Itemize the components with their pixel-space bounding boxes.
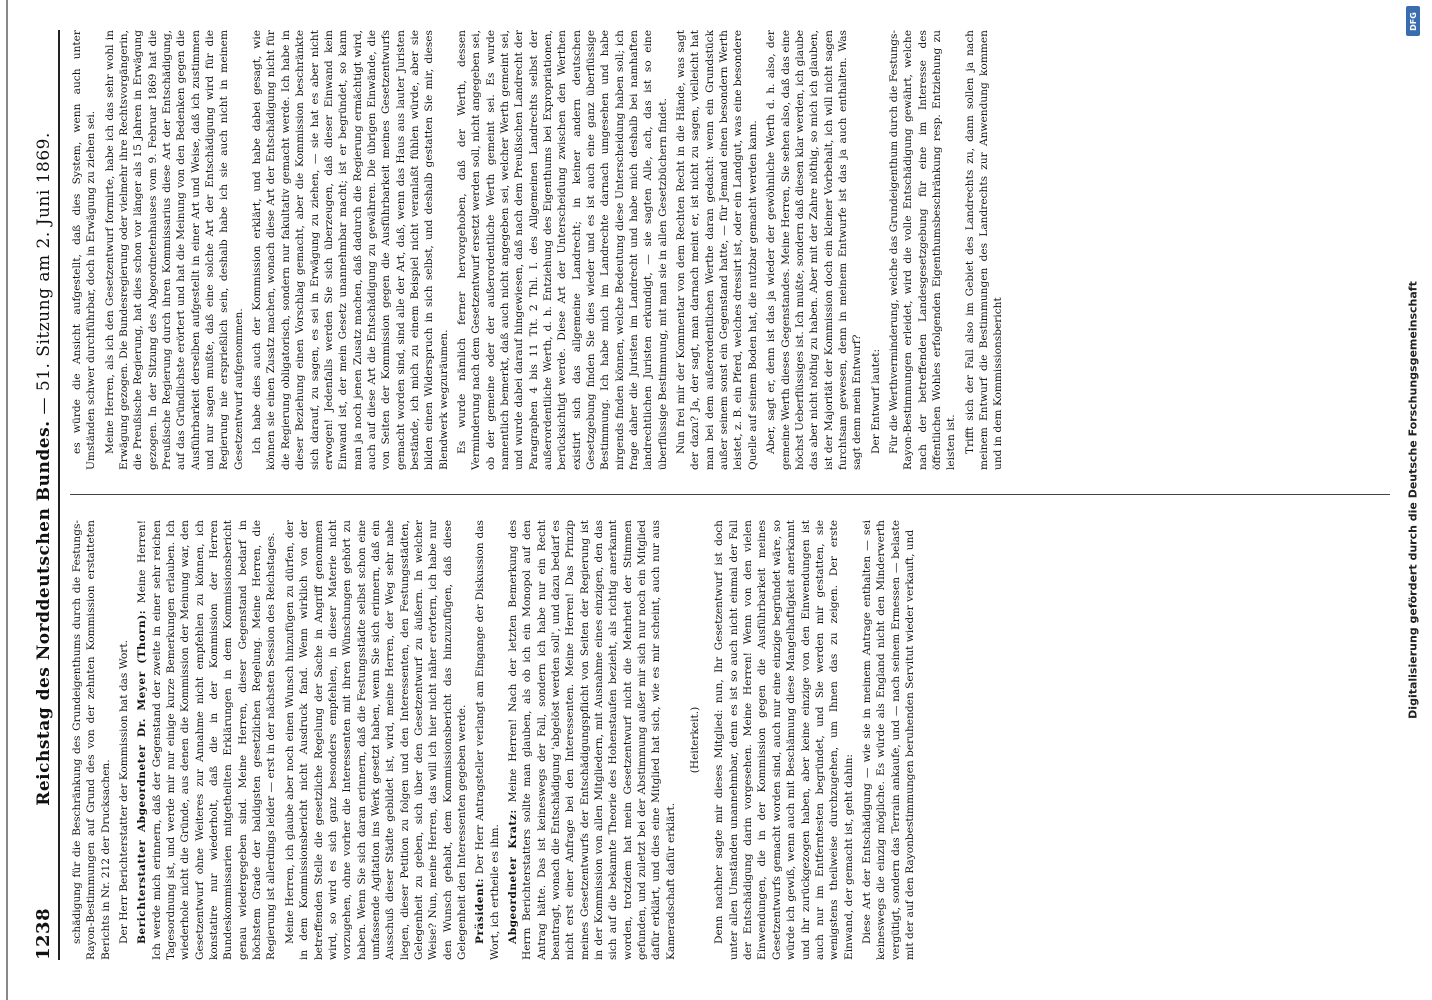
dfg-logo bbox=[1406, 6, 1420, 36]
text-paragraph: Trifft sich der Fall also im Gebiet des Landrechts zu, dann sollen ja nach meinem Entwurf die Bestimmungen des Landrechts zur Anwendung kommen und in dem Kommissionsbericht bbox=[963, 30, 1005, 470]
text-paragraph: Meine Herren, als ich den Gesetzentwurf formirte, habe ich das sehr wohl in Erwägung gezogen. Die Bundesregierung oder vielmehr ihre Rechtsvorgängerin, die Preußische Regierung, hat dies schon vor länger als 15 Jahren in Erwägung gezogen. In der Sitzung des Abgeordnetenhauses vom 9. Februar 1869 hat die Preußische Regierung durch ihren Kommissarius diese Art der Entschädigung, auf das Gründlichste erörtert und hat die Meinung von den Bedenken gegen die Ausführbarkeit derselben aufgestellt in einer Art und Weise, daß ich zustimmen und nur sagen mußte, daß eine solche Art der Entschädigung wird für die Regierung nie ersprießlich sein, deshalb habe ich sie auch nicht in meinem Gesetzentwurf aufgenommen. bbox=[103, 30, 245, 470]
speaker-name: Berichterstatter Abgeordneter Dr. Meyer (Thorn): bbox=[136, 609, 149, 944]
digitization-sidebar bbox=[1400, 0, 1426, 1000]
digitization-credit: Digitalisierung gefördert durch die Deutsche Forschungsgemeinschaft bbox=[1406, 281, 1420, 719]
text-paragraph: Der Herr Berichterstatter der Kommission hat das Wort. bbox=[118, 640, 131, 944]
text-paragraph: Es wurde nämlich ferner hervorgehoben, daß der Werth, dessen Verminderung nach dem Gesetzentwurf ersetzt werden soll, nicht angegeben sei, ob der gemeine oder der außerordentliche Werth gemeint sei. Es wurde namentlich bemerkt, daß auch nicht angegeben sei, welcher Werth gemeint sei, und wurde dabei darauf hingewiesen, daß nach dem Preußischen Landrecht der Paragraphen 4 bis 11 Tit. 2 Thl. I. des Allgemeinen Landrechts selbst der außerordentliche Werth, d. h. Entziehung des Eigenthums bei Expropriationen, berücksichtigt werde. Diese Art der Unterscheidung zwischen den Werthen existirt sich das allgemeine Landrecht; in keiner andern deutschen Gesetzgebung finden Sie dies wieder und es ist auch eine ganz überflüssige Bestimmung. Ich habe mich im Landrechte darnach umgesehen und habe nirgends finden können, welche Bedeutung diese Unterscheidung haben soll; ich frage daher die Juristen im Landrecht und habe mich deshalb bei namhaften landrechtlichen Juristen erkundigt, — sie sagten Alle, ach, das ist so eine überflüssige Bestimmung, mit man sie in allen Gesetzbüchern findet. bbox=[455, 30, 669, 470]
speech-paragraph bbox=[473, 520, 502, 960]
speech-paragraph bbox=[506, 520, 678, 960]
interjection bbox=[688, 520, 702, 960]
page-title bbox=[34, 30, 54, 908]
text-paragraph: Ich habe dies auch der Kommission erklärt, und habe dabei gesagt, wie können sie einen Zusatz machen, wonach diese Art der Entschädigung nicht für die Regierung obligatorisch, sondern nur fakultativ gemacht werde. Ich habe in dieser Beziehung einen Vorschlag gemacht, aber die Kommission beschränkte sich darauf, zu sagen, es sei in Erwägung zu ziehen, — sie hat es aber nicht erwogen! Jedenfalls werden Sie sich überzeugen, daß dieser Einwand kein Einwand ist, der mein Gesetz unannehmbar macht; ist er begründet, so kann man ja noch jenen Zusatz machen, daß dadurch die Regierung ermächtigt wird, auch auf diese Art die Entschädigung zu gewähren. Die übrigen Einwände, die von Seiten der Kommission gegen die Ausführbarkeit meines Gesetzentwurfs gemacht worden sind, sind alle der Art, daß, wenn das Haus aus lauter Juristen bestände, ich mich zu einem Beispiel nicht veranlaßt fühlen würde, aber sie bilden einen Widerspruch in sich selbst, und deshalb gestatten Sie mir, dieses Blendwerk wegzuräumen. bbox=[251, 30, 450, 470]
page-number: 1238 bbox=[33, 907, 54, 960]
right-column bbox=[70, 30, 1400, 470]
speech-text: Meine Herren! Ich werde mich erinnern, daß der Gegenstand der zweite in einer sehr reichen Tagesordnung ist, und werde mir nur einige kurze Bemerkungen erlauben. Ich wiederhole nicht die Gründe, aus denen die Kommission der Meinung war, den Gesetzentwurf ohne Weiteres zur Annahme nicht empfehlen zu können, ich konstatire nur wiederholt, daß die in der Kommission der Herren Bundeskommissarien mitgetheilten Erklärungen in dem Kommissionsbericht genau wiedergegeben sind. Meine Herren, dieser Gegenstand bedarf in höchstem Grade der baldigsten gesetzlichen Regelung. Meine Herren, die Regierung ist allerdings leider — erst in der nächsten Session des Reichstages. bbox=[136, 520, 278, 960]
speaker-name: Präsident: bbox=[474, 877, 487, 944]
title-right: — 51. Sitzung am 2. Juni 1869. bbox=[34, 132, 54, 415]
text-paragraph: schädigung für die Beschränkung des Grundeigenthums durch die Festungs-Rayon-Bestimmungen auf Grund des von der zehnten Kommission erstatteten Berichts in Nr. 212 der Drucksachen. bbox=[71, 520, 112, 960]
text-paragraph: Diese Art der Entschädigung — wie sie in meinem Antrage enthalten — sei keineswegs die einzig mögliche. Es würde als England nicht den Minderwerth vergütigt, sondern das Terrain ankaufe, und — nach seinem Ermessen — belaste mit der auf den Rayonbestimmungen beruhenden Servitut wieder verkauft, und bbox=[860, 520, 916, 960]
text-paragraph: es würde die Ansicht aufgestellt, daß dies System, wenn auch unter Umständen schwer durchführbar, doch in Erwägung zu ziehen sei. bbox=[71, 30, 98, 470]
title-left: Reichstag des Norddeutschen Bundes. bbox=[34, 420, 54, 806]
left-column bbox=[70, 520, 1400, 960]
page-header bbox=[26, 30, 60, 960]
dfg-logo-text: DFG bbox=[1408, 11, 1418, 31]
interjection-text: (Heiterkeit.) bbox=[689, 706, 702, 774]
text-paragraph: Für die Werthverminderung, welche das Grundeigenthum durch die Festungs-Rayon-Bestimmungen erleidet, wird die volle Entschädigung gewährt, welche nach der betreffenden Landesgesetzgebung für eine im Interesse des öffentlichen Wohles erfolgenden Eigenthumsbeschränkung resp. Entziehung zu leisten ist. bbox=[887, 30, 958, 470]
text-paragraph: Der Entwurf lautet: bbox=[869, 348, 882, 454]
speech-text: Der Herr Antragsteller verlangt am Eingange der Diskussion das Wort, ich ertheile es ihm. bbox=[474, 520, 501, 960]
speaker-name: Abgeordneter Kratz: bbox=[506, 809, 519, 944]
text-paragraph: Aber, sagt er, denn ist das ja wieder der gewöhnliche Werth d. h. also, der gemeine Werth dieses Gegenstandes. Meine Herren, Sie sehen also, daß das eine höchst Ueberflüssiges ist. Ich mußte, sondern daß diesen klar werden, ich glaube das aber nicht nöthig zu haben. Aber mit der Zahre nöthig, so mich ich glauben, ist der Majorität der Kommission doch ein kleiner Vorbehalt, ich will nicht sagen furchtsam gewesen, denn in meinem Entwurfe ist das ja auch enthalten. Was sagt denn mein Entwurf? bbox=[765, 30, 864, 470]
speech-text: Meine Herren! Nach der letzten Bemerkung des Herrn Berichterstatters sollte man glauben, als ob ich ein Monopol auf den Antrag hätte. Das ist keineswegs der Fall, sondern ich habe nur ein Recht beantragt, wonach die Entschädigung 'abgelöst werden soll', und dazu bedarf es nicht erst einer Anfrage bei den Interessenten. Meine Herren! Das Prinzip meines Gesetzentwurfs der Entschädigungspflicht von Seiten der Regierung ist in der Kommission von allen Mitgliedern, mit Ausnahme eines einzigen, den das sich auf die bekannte Theorie des Hohenstaufen bezieht, als richtig anerkannt worden, trotzdem hat mein Gesetzentwurf nicht die Mehrheit der Stimmen gefunden, und zuletzt bei der Abstimmung außer mir sich nur noch ein Mitglied dafür erklärt, und dies eine Mitglied hat sich, wie es mir scheint, auch nur aus Kameradschaft dafür erklärt. bbox=[506, 520, 677, 960]
text-paragraph: Meine Herren, ich glaube aber noch einen Wunsch hinzufügen zu dürfen, der in dem Kommissionsbericht nicht Ausdruck fand. Wenn wirklich von der betreffenden Stelle die gesetzliche Regelung der Sache in Angriff genommen wird, so wird es sich ganz besonders empfehlen, in dieser Materie nicht vorzugehen, ohne vorher die Interessenten mit ihren Wünschungen gehört zu haben. Wenn Sie sich daran erinnern, daß die Festungsstädte selbst schon eine umfassende Agitation ins Werk gesetzt haben, wenn Sie sich erinnern, daß ein Ausschuß dieser Städte gebildet ist, wird, meine Herren, der Weg sehr nahe liegen, dieser Petition zu folgen und den Interessenten, den Festungsstädten, Gelegenheit zu geben, sich über den Gesetzentwurf zu äußern. In welcher Weise? Nun, meine Herren, das will ich hier nicht näher erörtern, ich habe nur den Wunsch gehabt, dem Kommissionsbericht das hinzuzufügen, daß diese Gelegenheit den Interessenten gegeben werde. bbox=[283, 520, 468, 960]
text-paragraph: Denn nachher sagte mir dieses Mitglied: nun, Ihr Gesetzentwurf ist doch unter allen Umständen unannehmbar, denn es ist so auch nicht einmal der Fall der Entschädigung darin vorgesehen. Meine Herren! Wenn von den vielen Einwendungen, die in der Kommission gegen die Ausführbarkeit meines Gesetzentwurfs gemacht worden sind, auch nur eine einzige begründet wäre, so würde ich gewiß, wenn auch mit Beschämung diese Mangelhaftigkeit anerkannt und ihr zurückgezogen haben, aber keine einzige von den Einwendungen ist auch nur im Entferntesten begründet, und Sie werden mir gestatten, sie wenigstens theilweise durchzugehen, um Ihnen das zu zeigen. Der erste Einwand, der gemacht ist, geht dahin: bbox=[713, 520, 855, 960]
speech-paragraph bbox=[135, 520, 278, 960]
column-divider bbox=[70, 494, 1390, 495]
text-paragraph: Nun frei mir der Kommentar von dem Rechten Recht in die Hände, was sagt der dazu? Ja, der sagt, man darnach meint er, ist nicht zu sagen, vielleicht hat man bei dem außerordentlichen Werthe daran gedacht: wenn ein Grundstück außer seinem sonst ein Gegenstand hatte, — für Jemand einen besondern Werth leistet, z. B. ein Pferd, welches dressirt ist, oder ein Landgut, was eine besondere Quelle auf seinem Boden hat, die nutzbar gemacht werden kann. bbox=[675, 30, 759, 470]
